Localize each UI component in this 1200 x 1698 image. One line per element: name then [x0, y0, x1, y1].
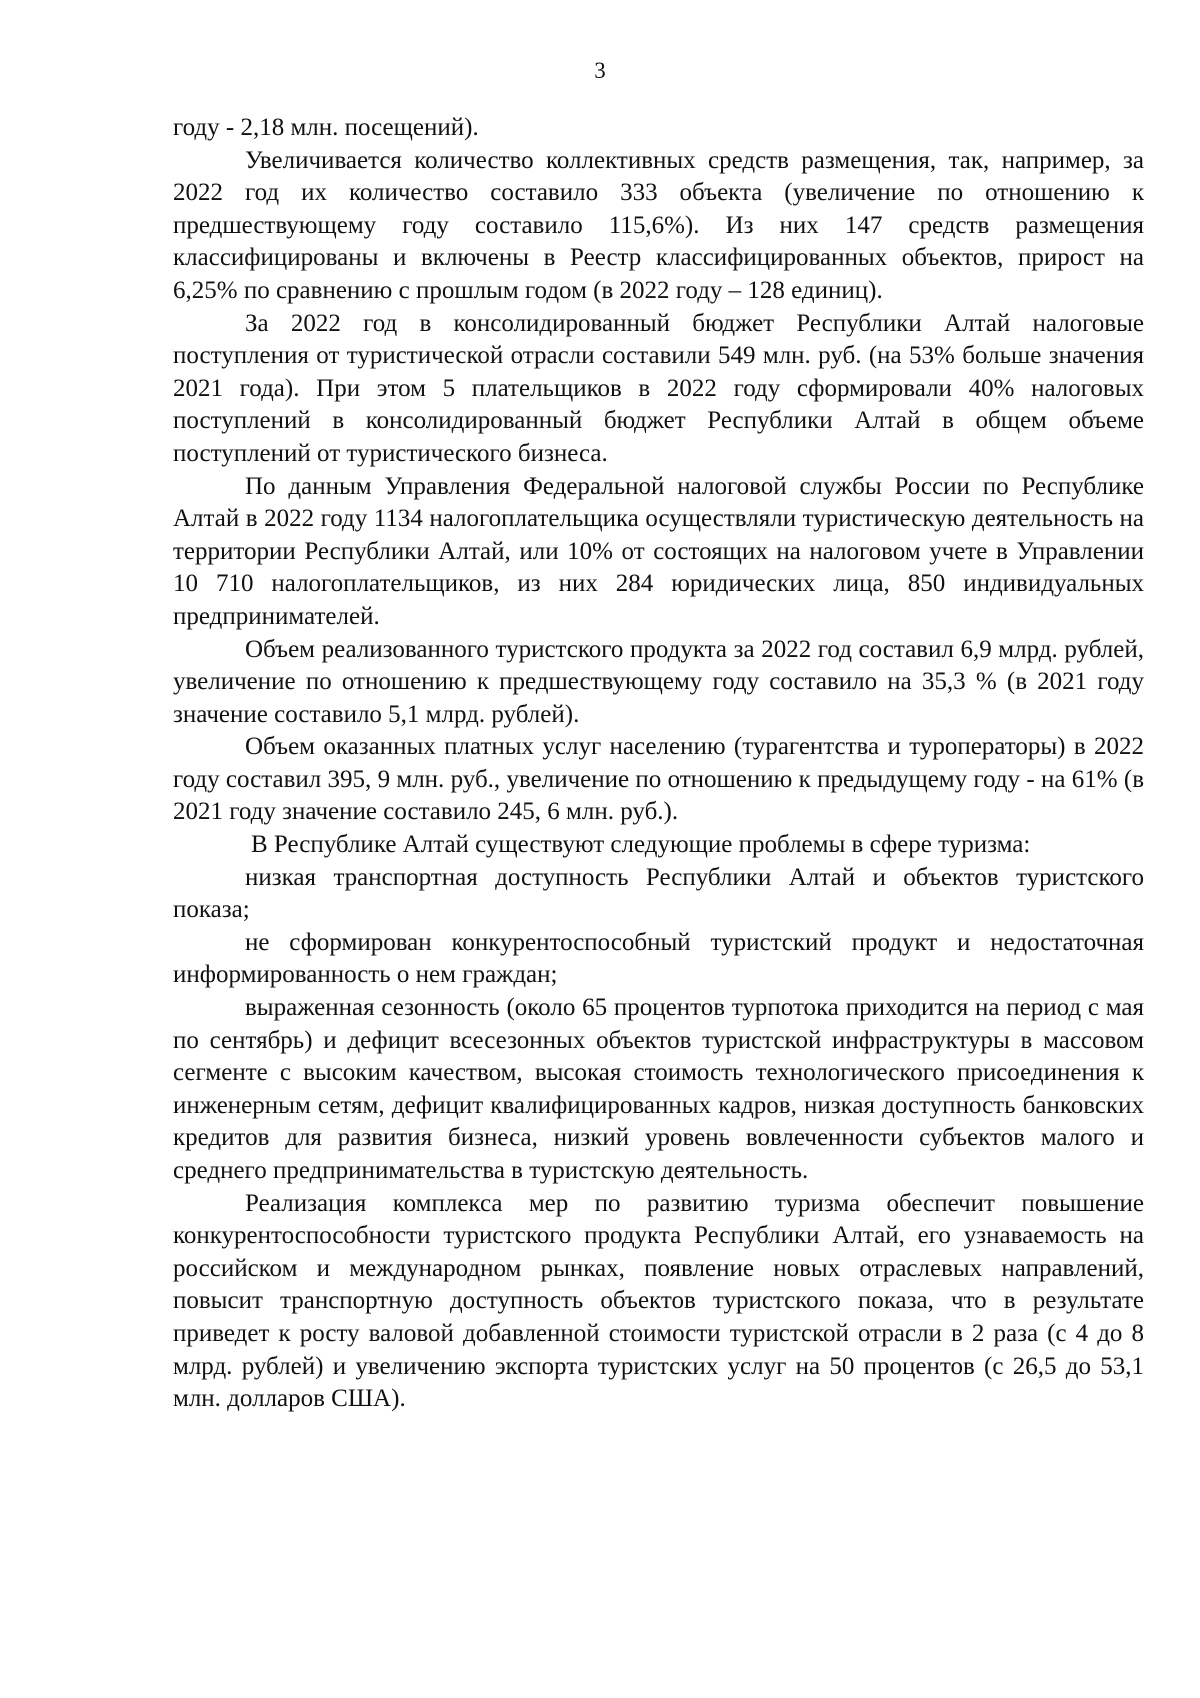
paragraph-paid-services: Объем оказанных платных услуг населению (турагентства и туроператоры) в 2022 году составил 395, 9 млн. руб., увеличение по отношению к предыдущему году - на 61% (в 2021 году значение составило 245, 6 млн. руб.).: [173, 733, 1144, 826]
document-body: [173, 112, 1144, 1416]
paragraph-taxpayers: По данным Управления Федеральной налоговой службы России по Республике Алтай в 2022 году 1134 налогоплательщика осуществляли туристическую деятельность на территории Республики Алтай, или 10% от состоящих на налоговом учете в Управлении 10 710 налогоплательщиков, из них 284 юридических лица, 850 индивидуальных предпринимателей.: [173, 472, 1144, 630]
paragraph-accommodation: Увеличивается количество коллективных средств размещения, так, например, за 2022 год их количество составило 333 объекта (увеличение по отношению к предшествующему году составило 115,6%). Из них 147 средств размещения классифицированы и включены в Реестр классифицированных объектов, прирост на 6,25% по сравнению с прошлым годом (в 2022 году – 128 единиц).: [173, 146, 1144, 304]
page-number: 3: [594, 58, 606, 83]
paragraph-problem-transport: низкая транспортная доступность Республики Алтай и объектов туристского показа;: [173, 863, 1144, 924]
paragraph-problems-intro: В Республике Алтай существуют следующие проблемы в сфере туризма:: [251, 831, 1031, 859]
paragraph-measures: Реализация комплекса мер по развитию туризма обеспечит повышение конкурентоспособности туристского продукта Республики Алтай, его узнаваемость на российском и международном рынках, появление новых отраслевых направлений, повысит транспортную доступность объектов туристского показа, что в результате приведет к росту валовой добавленной стоимости туристской отрасли в 2 раза (с 4 до 8 млрд. рублей) и увеличению экспорта туристских услуг на 50 процентов (с 26,5 до 53,1 млн. долларов США).: [173, 1189, 1144, 1413]
paragraph-tourist-product: Объем реализованного туристского продукта за 2022 год составил 6,9 млрд. рублей, увеличение по отношению к предшествующему году составило на 35,3 % (в 2021 году значение составило 5,1 млрд. рублей).: [173, 635, 1144, 728]
paragraph-tax-revenue: За 2022 год в консолидированный бюджет Республики Алтай налоговые поступления от туристической отрасли составили 549 млн. руб. (на 53% больше значения 2021 года). При этом 5 плательщиков в 2022 году сформировали 40% налоговых поступлений в консолидированный бюджет Республики Алтай в общем объеме поступлений от туристического бизнеса.: [173, 309, 1144, 467]
paragraph-problem-seasonality: выраженная сезонность (около 65 процентов турпотока приходится на период с мая по сентябрь) и дефицит всесезонных объектов туристской инфраструктуры в массовом сегменте с высоким качеством, высокая стоимость технологического присоединения к инженерным сетям, дефицит квалифицированных кадров, низкая доступность банковских кредитов для развития бизнеса, низкий уровень вовлеченности субъектов малого и среднего предпринимательства в туристскую деятельность.: [173, 994, 1144, 1184]
paragraph-continuation: году - 2,18 млн. посещений).: [173, 114, 479, 141]
paragraph-problem-product: не сформирован конкурентоспособный туристский продукт и недостаточная информированность о нем граждан;: [173, 928, 1144, 989]
